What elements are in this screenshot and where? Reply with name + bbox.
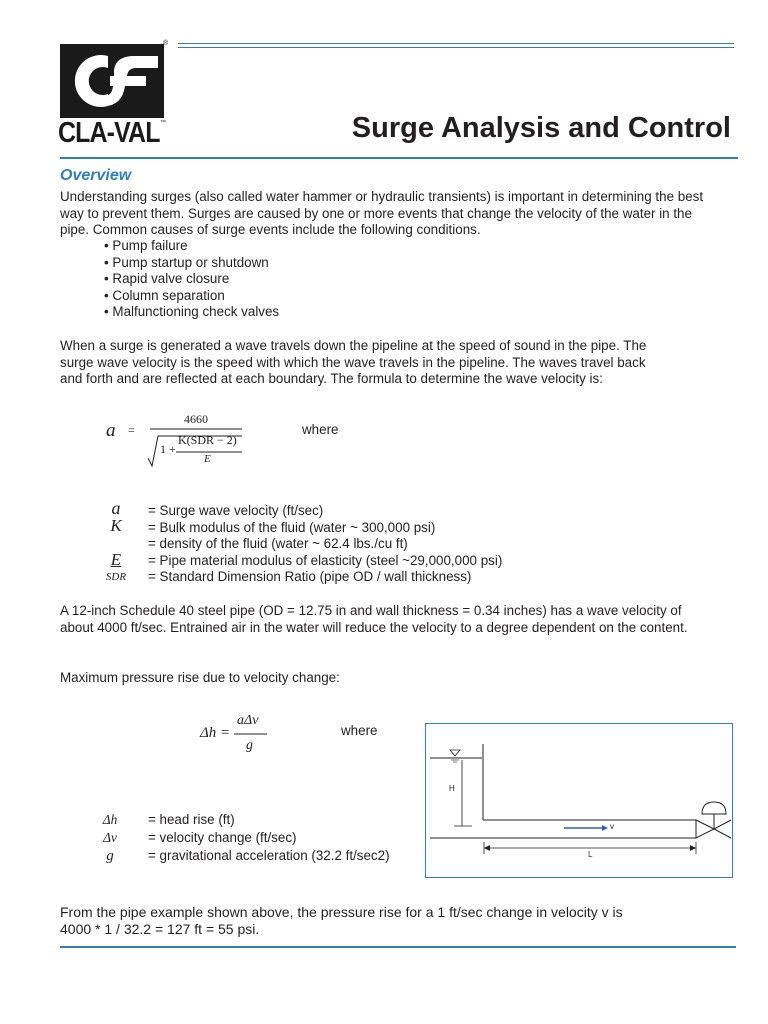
definition-text: = head rise (ft)	[148, 812, 235, 827]
definition-text: = Surge wave velocity (ft/sec)	[148, 503, 324, 518]
title-divider	[60, 157, 738, 159]
formula2-denominator: g	[246, 738, 253, 753]
formula-numerator: 4660	[184, 412, 208, 426]
formula-k-term: K(SDR − 2)	[178, 433, 237, 447]
footer-rule	[60, 946, 736, 948]
conclusion-paragraph	[60, 904, 740, 938]
paragraph-line: way to prevent them. Surges are caused by one or more events that change the velocity of the water in the	[60, 205, 692, 221]
definition-symbol: Δv	[103, 830, 117, 845]
trademark-mark: ™	[160, 120, 166, 126]
pipeline-diagram	[425, 723, 733, 878]
list-item: • Rapid valve closure	[104, 271, 230, 287]
paragraph-line: pipe. Common causes of surge events include the following conditions.	[60, 222, 481, 238]
definition-symbol: g	[106, 848, 114, 864]
definition-symbol: E	[110, 549, 122, 569]
paragraph-line: surge wave velocity is the speed with which the wave travels in the pipeline. The waves travel back	[60, 354, 646, 370]
header-rule-top	[178, 43, 734, 44]
velocity-label: v	[610, 822, 614, 831]
pipeline-diagram-drawing	[426, 724, 731, 876]
brand-name: CLA-VAL	[58, 117, 160, 149]
formula-root-term: 1 +	[160, 442, 176, 456]
variable-definitions	[60, 498, 740, 586]
formula-lhs: a	[106, 420, 116, 441]
intro-paragraph	[60, 189, 740, 239]
definition-symbol: SDR	[105, 571, 127, 584]
definition-row	[60, 549, 740, 570]
paragraph-line: A 12-inch Schedule 40 steel pipe (OD = 12.75 in and wall thickness = 0.34 inches) has a wave velocity of	[60, 603, 682, 618]
paragraph-line: 4000 * 1 / 32.2 = 127 ft = 55 psi.	[60, 921, 260, 937]
definition-row	[60, 829, 440, 847]
definition-symbol: K	[110, 515, 122, 535]
formula2-where: where	[341, 723, 378, 738]
page-title: Surge Analysis and Control	[351, 112, 731, 144]
cla-val-logo-icon	[60, 44, 164, 118]
wave-paragraph	[60, 338, 740, 388]
definition-text: = Standard Dimension Ratio (pipe OD / wall thickness)	[148, 569, 472, 585]
paragraph-line: When a surge is generated a wave travels down the pipeline at the speed of sound in the pipe. The	[60, 338, 647, 353]
definition-row	[60, 811, 440, 829]
formula-equals: =	[128, 423, 135, 437]
variable-definitions-2	[60, 811, 440, 865]
formula2-numerator: aΔv	[237, 713, 259, 728]
definition-row	[60, 847, 440, 865]
paragraph-line: and forth and are reflected at each boundary. The formula to determine the wave velocity is:	[60, 371, 603, 387]
list-item: • Pump failure	[104, 238, 188, 253]
registered-mark: ®	[163, 40, 169, 47]
formula-where: where	[302, 422, 339, 437]
definition-symbol: a	[111, 498, 121, 518]
section-heading-overview: Overview	[60, 167, 132, 184]
definition-row	[60, 498, 740, 520]
paragraph-line: Understanding surges (also called water hammer or hydraulic transients) is important in determining the best	[60, 189, 704, 204]
list-item: • Malfunctioning check valves	[104, 304, 280, 320]
definition-symbol: Δh	[102, 812, 118, 827]
head-label: H	[449, 784, 455, 793]
paragraph-line: From the pipe example shown above, the pressure rise for a 1 ft/sec change in velocity v is	[60, 904, 623, 920]
definition-text: = Bulk modulus of the fluid (water ~ 300,000 psi)	[148, 519, 436, 535]
definition-text: = velocity change (ft/sec)	[148, 830, 297, 845]
paragraph-line: about 4000 ft/sec. Entrained air in the water will reduce the velocity to a degree dependent on the content.	[60, 619, 688, 635]
definition-text: = gravitational acceleration (32.2 ft/sec2)	[148, 848, 390, 863]
definition-row	[60, 515, 740, 537]
definition-row	[60, 536, 740, 553]
list-item: • Column separation	[104, 287, 225, 303]
example-paragraph	[60, 603, 740, 636]
pressure-rise-label: Maximum pressure rise due to velocity change:	[60, 670, 340, 685]
formula-e-term: E	[204, 453, 211, 465]
list-item: • Pump startup or shutdown	[104, 254, 269, 270]
formula2-lhs: Δh =	[200, 725, 231, 741]
definition-row	[60, 569, 740, 586]
cla-val-logo-mark	[60, 44, 164, 118]
formula2-fraction-bar	[234, 733, 268, 736]
length-label: L	[588, 850, 593, 859]
definition-text: = Pipe material modulus of elasticity (steel ~29,000,000 psi)	[148, 552, 503, 568]
header-rule-bottom	[178, 47, 734, 48]
surge-causes-list	[104, 238, 279, 321]
definition-text: = density of the fluid (water ~ 62.4 lbs./cu ft)	[148, 536, 408, 552]
